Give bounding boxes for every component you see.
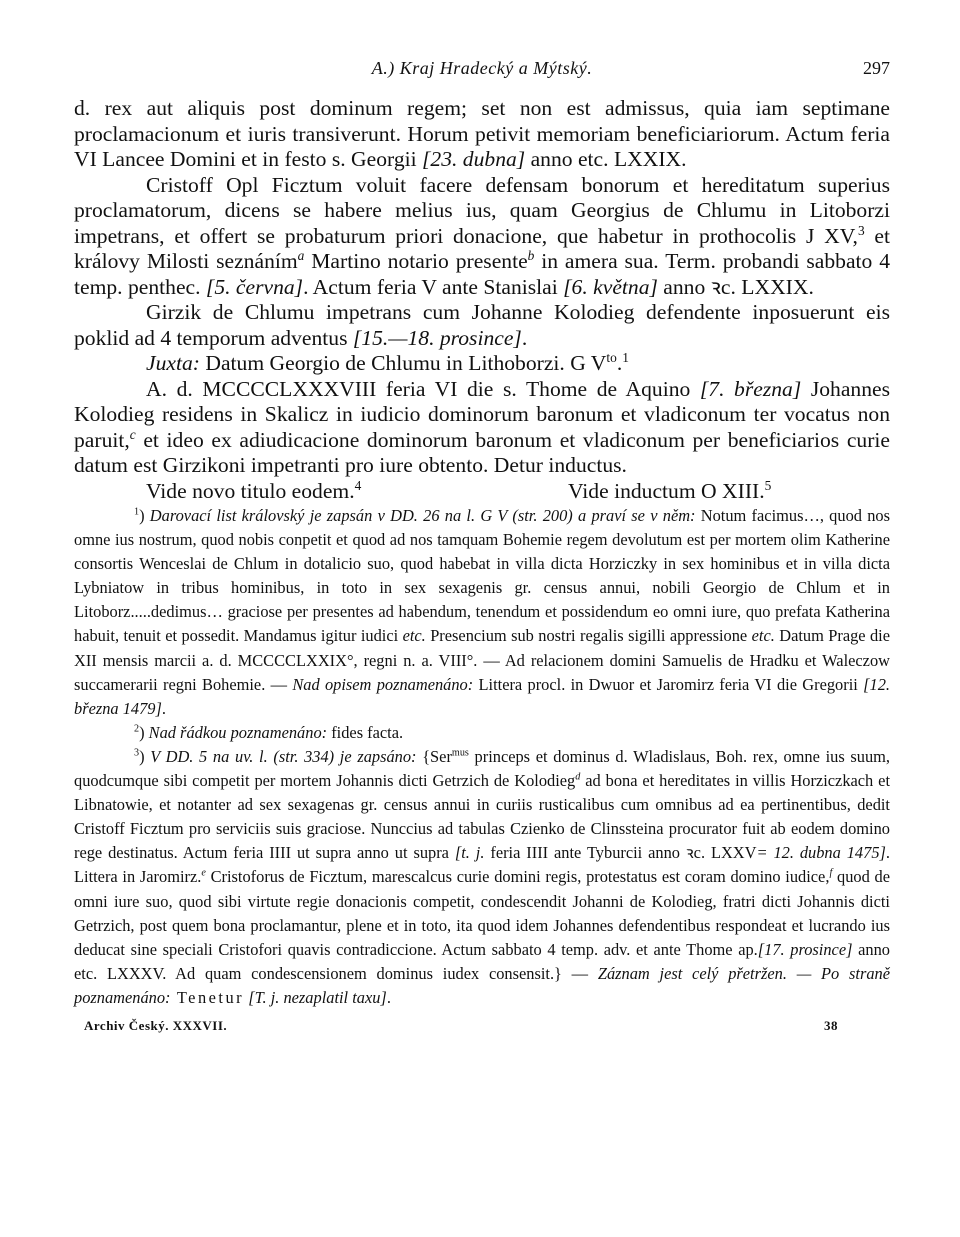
main-text [74,96,890,504]
page-footer [74,1018,890,1038]
italic-label: V DD. 5 na uv. l. (str. 334) je zapsáno: [150,746,417,766]
text-run: Vide inductum O XIII. [568,478,765,503]
date-note: = 12. dubna 1475] [756,843,886,863]
footnote-ref: 4 [354,477,362,493]
textnote-ref: d [575,771,581,783]
italic-label: Nad řádkou poznamenáno: [148,722,328,742]
cross-references [74,479,890,505]
text-run: Littera procl. in Dwuor et Jaromirz feria VI die Gregorii [473,674,864,694]
paragraph-5 [74,377,890,479]
italic-label: Juxta: [146,351,200,375]
running-header [74,58,890,88]
text-run: princeps et dominus d. Wladislaus, Boh. rex, omne ius suum, quodcumque sibi competit per mortem Johannis dicti Getrzich de Kolodieg [74,746,890,791]
textnote-ref: f [829,867,833,879]
textnote-ref: a [297,247,305,263]
text-run: Johannes Kolodieg residens in Skalicz in iudicio dominorum baronum et vladiconum ter vocatus non paruit, [74,376,890,452]
footnote-1 [74,504,890,721]
footnote-ref: 1 [622,349,629,365]
footnote-number: 2 [134,723,140,735]
text-run: et královy Milosti seznáním [74,223,891,273]
date-note: [T. j. nezaplatil taxu] [244,987,387,1007]
textnote-ref: e [201,867,206,879]
text-run: . Actum feria V ante Stanislai [303,274,564,299]
text-run: in amera sua. Term. probandi sabbato 4 temp. penthec. [74,249,890,299]
cross-reference-2 [568,479,771,505]
footnote-number: 1 [134,506,140,518]
footnote-ref: 5 [764,477,772,493]
text-run: ad bona et hereditates in villis Horziczkach et Libnatowie, et notanter ad sex sexagenas gr. census annui in curiis rusticalibus cum omnibus ad ea pertinentibus, dedit Cristoff Ficztum pro serviciis suis graciose. Nunccius ad tabulas Czienko de Clinssteina procurator fuit ab eodem domino rege destinatus. Actum feria IIII ut supra anno ut supra [74,771,891,863]
text-run: d. rex aut aliquis post dominum regem; set non est admissus, quia iam septimane proclamacionum et iuris transiverunt. Horum petivit memoriam beneficiariorum. Actum feria VI Lancee Domini et in festo s. Georgii [74,96,890,171]
running-title: A.) Kraj Hradecký a Mýtský. [371,58,593,78]
footnote-3 [74,745,890,1010]
text-run: feria IIII ante Tyburcii anno ꝛc. LXXV [484,843,757,863]
date-note: [17. prosince] [757,939,853,959]
paragraph-4 [74,351,890,377]
text-run: . Littera in Jaromirz. [74,843,891,887]
italic-label: Nad opisem poznamenáno: [292,674,474,694]
text-run: fides facta. [327,722,404,742]
text-run: Datum Georgio de Chlumu in Lithoborzi. G V [199,351,607,375]
page-number: 297 [863,58,890,78]
cross-reference-1 [146,479,568,505]
text-run: ) [139,506,150,525]
textnote-ref: c [129,426,136,442]
document-page [74,58,890,1038]
text-run: {Ser [416,746,452,766]
date-note: [12. března 1479] [74,674,890,718]
text-run: . [386,987,391,1007]
text-run: Notum facimus…, quod nos omne ius nostrum, quod nobis conpetit et quod ad nos tamquam Bohemie regem devolutum est per mortem olim Katherine consortis Wenceslai de Chlum in dotalicio suo, quod habebat in villa dicta Horziczky in sex hominibus et in villa dicta Lybniatow in tribus hominibus, in toto in sex sexagenis gr. census annui, nobili Georgio de Chlum et in Litoborz.....dedimus… graciose per presentes ad habendum, tenendum et possidendum eo omni iure, quo prefata Katherina habuit, tenuit et possedit. Mandamus igitur iudici [74,506,890,646]
superscript: mus [451,747,469,759]
text-run: . [161,698,166,718]
text-run: et ideo ex adiudicacione dominorum baronum et vladiconum per beneficiarios curie datum est Girzikoni impetranti pro iure obtento. Detur inductus. [74,427,890,477]
textnote-ref: b [527,247,535,263]
text-run: anno etc. LXXIX. [525,147,687,171]
date-note: [6. května] [563,274,658,299]
text-run: . [616,351,623,375]
text-run: Martino notario presente [304,249,528,273]
italic-label: etc. [402,626,426,646]
text-run: ) [139,746,151,766]
text-run: quod de omni iure suo, quod sibi virtute regie donacionis competit, condescendit Johanni de Kolodieg, fratri dicti Johannis dicti Getrzich, post quem bona proclamantur, plene et in toto, ita quod idem Johannes defendentibus respondeat et lucrando ius deducat sine speciali Cristofori quavis contradiccione. Actum sabbato 4 temp. adv. et ante Thome ap. [74,867,890,959]
text-run: ) [139,722,149,742]
text-run: Presencium sub nostri regalis sigilli appressione [425,626,752,646]
date-note: [t. j. [454,843,485,863]
signature-mark: Archiv Český. XXXVII. [84,1017,228,1033]
text-run: Cristoff Opl Ficztum voluit facere defensam bonorum et hereditatum superius proclamatorum, dicens se habere melius ius, quam Georgius de Chlumu in Litoborzi impetrans, et offert se probaturum priori donacione, que habetur in prothocolis J XV, [74,172,890,248]
text-run: anno etc. LXXXV. Ad quam condescensionem dominus iudex consensit.} — [74,939,890,983]
footnote-number: 3 [134,747,140,759]
paragraph-1 [74,96,890,173]
italic-label: Záznam jest celý přetržen. — Po straně poznamenáno: [74,963,890,1007]
footnote-ref: 3 [857,222,865,238]
text-run: Datum Prage die XII mensis marcii a. d. MCCCCLXXIX°, regni n. a. VIII°. — Ad relacionem domini Samuelis de Hradku et Waleczow succamerarii regni Bohemie. — [74,626,891,694]
date-note: [7. března] [699,376,802,401]
paragraph-2 [74,173,890,301]
footnote-2 [74,721,890,745]
spaced-text: Tenetur [170,987,245,1007]
text-run: Cristoforus de Ficztum, marescalcus curie domini regis, protestatus est coram domino iudice, [205,867,830,887]
signature-number: 38 [824,1017,838,1033]
date-note: [5. června] [205,274,304,299]
text-run: Girzik de Chlumu impetrans cum Johanne Kolodieg defendente inposuerunt eis poklid ad 4 temporum adventus [74,300,890,350]
footnotes [74,504,890,1010]
text-run: anno ꝛc. LXXIX. [657,274,814,299]
text-run: A. d. MCCCCLXXXVIII feria VI die s. Thome de Aquino [146,376,700,401]
paragraph-3 [74,300,890,351]
text-run: . [521,325,528,350]
italic-label: etc. [751,626,775,646]
italic-label: Darovací list královský je zapsán v DD. 26 na l. G V (str. 200) a praví se v něm: [149,506,696,525]
superscript: to [606,349,617,365]
date-note: [15.—18. prosince] [352,325,522,350]
date-note: [23. dubna] [422,147,526,171]
text-run: Vide novo titulo eodem. [146,478,355,503]
